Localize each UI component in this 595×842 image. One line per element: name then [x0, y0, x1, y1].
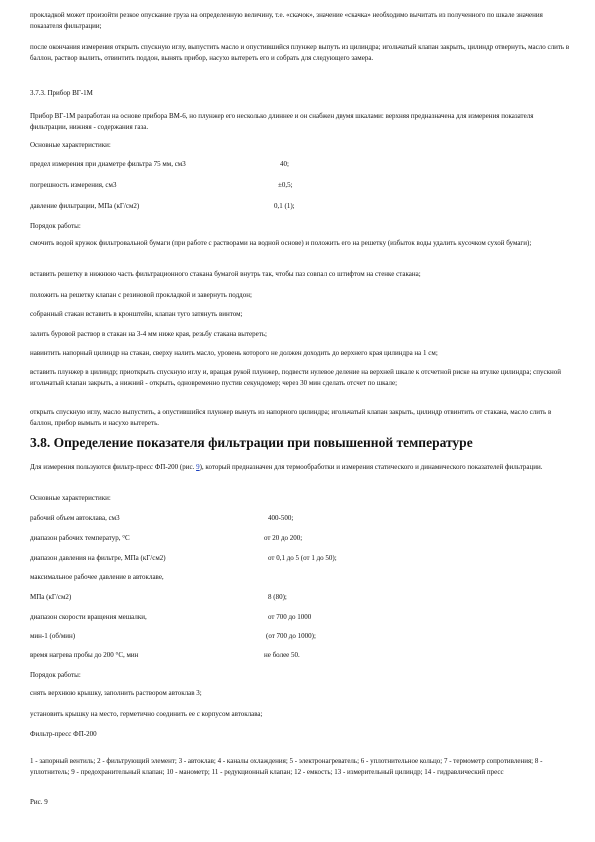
- spec-row: [30, 612, 570, 623]
- figure-caption: Рис. 9: [30, 798, 48, 806]
- order-step: смочить водой кружок фильтровальной бумаги (при работе с растворами на водной основе) и положить его на решетку (избыток воды удалить кусочком сухой бумаги);: [30, 239, 532, 247]
- spec-row: [30, 650, 570, 661]
- spec-value: от 0,1 до 5 (от 1 до 50);: [268, 554, 337, 562]
- order-label: Порядок работы:: [30, 222, 81, 230]
- spec-row: [30, 553, 570, 564]
- spec-label: рабочий объем автоклава, см3: [30, 514, 120, 522]
- paragraph-section-intro: [30, 462, 570, 473]
- order-label: Порядок работы:: [30, 671, 81, 679]
- spec-value: ±0,5;: [278, 181, 293, 189]
- order-step: положить на решетку клапан с резиновой прокладкой и завернуть поддон;: [30, 291, 252, 299]
- spec-value: (от 700 до 1000);: [266, 632, 316, 640]
- spec-row: [30, 592, 570, 603]
- spec-label: время нагрева пробы до 200 °С, мин: [30, 651, 139, 659]
- spec-label: диапазон рабочих температур, °С: [30, 534, 130, 542]
- order-step: навинтить напорный цилиндр на стакан, сверху налить масло, уровень которого не должен доходить до верхнего края цилиндра на 1 см;: [30, 349, 438, 357]
- intro-text-before: Для измерения пользуются фильтр-пресс ФП-200 (рис.: [30, 463, 197, 471]
- order-step: вставить решетку в нижнюю часть фильтрационного стакана бумагой внутрь так, чтобы паз совпал со штифтом на стенке стакана;: [30, 270, 421, 278]
- order-step: открыть спускную иглу, масло выпустить, а опустившийся плунжер вынуть из напорного цилиндра; игольчатый клапан закрыть, цилиндр отвинтить от стакана, масло слить в баллон, прибор вымыть и насухо вытереть.: [30, 408, 552, 427]
- spec-label: мин-1 (об/мин): [30, 632, 76, 640]
- spec-row: [30, 201, 570, 212]
- figure-title: Фильтр-пресс ФП-200: [30, 730, 97, 738]
- section-heading: 3.8. Определение показателя фильтрации при повышенной температуре: [30, 435, 473, 450]
- spec-row: [30, 159, 570, 170]
- spec-label: погрешность измерения, см3: [30, 181, 117, 189]
- specs-label: Основные характеристики:: [30, 494, 111, 502]
- order-step: вставить плунжер в цилиндр; приоткрыть спускную иглу и, вращая рукой плунжер, подвести нулевое деление на верхней шкале к отсчетной риске на втулке цилиндра; спускной игольчатый клапан закрыть, а нижний - открыть, одновременно пустив секундомер; через 30 мин сделать отсчет по шкале;: [30, 368, 562, 387]
- figure-link[interactable]: 9: [196, 463, 200, 471]
- spec-value: 0,1 (1);: [274, 202, 295, 210]
- spec-row: [30, 180, 570, 191]
- subsection-heading: 3.7.3. Прибор ВГ-1М: [30, 89, 93, 97]
- spec-value: от 700 до 1000: [268, 613, 312, 621]
- order-step: залить буровой раствор в стакан на 3-4 мм ниже края, резьбу стакана вытереть;: [30, 330, 267, 338]
- order-step: снять верхнюю крышку, заполнить раствором автоклав 3;: [30, 689, 202, 697]
- specs-label: Основные характеристики:: [30, 141, 111, 149]
- figure-legend: 1 - запорный вентиль; 2 - фильтрующий элемент; 3 - автоклав; 4 - каналы охлаждения; 5 - электронагреватель; 6 - уплотнительное кольцо; 7 - термометр сопротивления; 8 - уплотнитель; 9 - предохранительный клапан; 10 - манометр; 11 - редукционный клапан; 12 - емкость; 13 - измерительный цилиндр; 14 - гидравлический пресс: [30, 757, 543, 776]
- order-step: собранный стакан вставить в кронштейн, клапан туго затянуть винтом;: [30, 310, 243, 318]
- spec-label: предел измерения при диаметре фильтра 75 мм, см3: [30, 160, 186, 168]
- spec-label: максимальное рабочее давление в автоклаве,: [30, 573, 164, 581]
- paragraph-scale-jump: прокладкой может произойти резкое опускание груза на определенную величину, т.е. «скачок», значение «скачка» необходимо вычитать из полученного по шкале значения показателя фильтрации;: [30, 11, 543, 30]
- spec-value: от 20 до 200;: [264, 534, 303, 542]
- spec-row: [30, 631, 570, 642]
- spec-value: 40;: [280, 160, 289, 168]
- spec-value: 8 (80);: [268, 593, 287, 601]
- spec-value: не более 50.: [264, 651, 300, 659]
- spec-value: 400-500;: [268, 514, 294, 522]
- spec-label: давление фильтрации, МПа (кГ/см2): [30, 202, 140, 210]
- spec-label: диапазон скорости вращения мешалки,: [30, 613, 147, 621]
- order-step: установить крышку на место, герметично соединить ее с корпусом автоклава;: [30, 710, 263, 718]
- spec-row: [30, 513, 570, 524]
- spec-label: МПа (кГ/см2): [30, 593, 72, 601]
- spec-row: [30, 533, 570, 544]
- spec-row: [30, 572, 570, 583]
- paragraph-device-intro: Прибор ВГ-1М разработан на основе прибора ВМ-6, но плунжер его несколько длиннее и он снабжен двумя шкалами: верхняя предназначена для измерения показателя фильтрации, нижняя - содержания газа.: [30, 112, 534, 131]
- intro-text-after: ), который предназначен для термообработки и измерения статического и динамического показателей фильтрации.: [199, 463, 543, 471]
- paragraph-after-measurement: после окончания измерения открыть спускную иглу, выпустить масло и опустившийся плунжер выпуть из цилиндра; игольчатый клапан закрыть, цилиндр отвернуть, масло слить в баллон, раствор вылить, отвинтить поддон, вынять прибор, насухо вытереть его и собрать для следующего замера.: [30, 43, 570, 62]
- spec-label: диапазон давления на фильтре, МПа (кГ/см2): [30, 554, 166, 562]
